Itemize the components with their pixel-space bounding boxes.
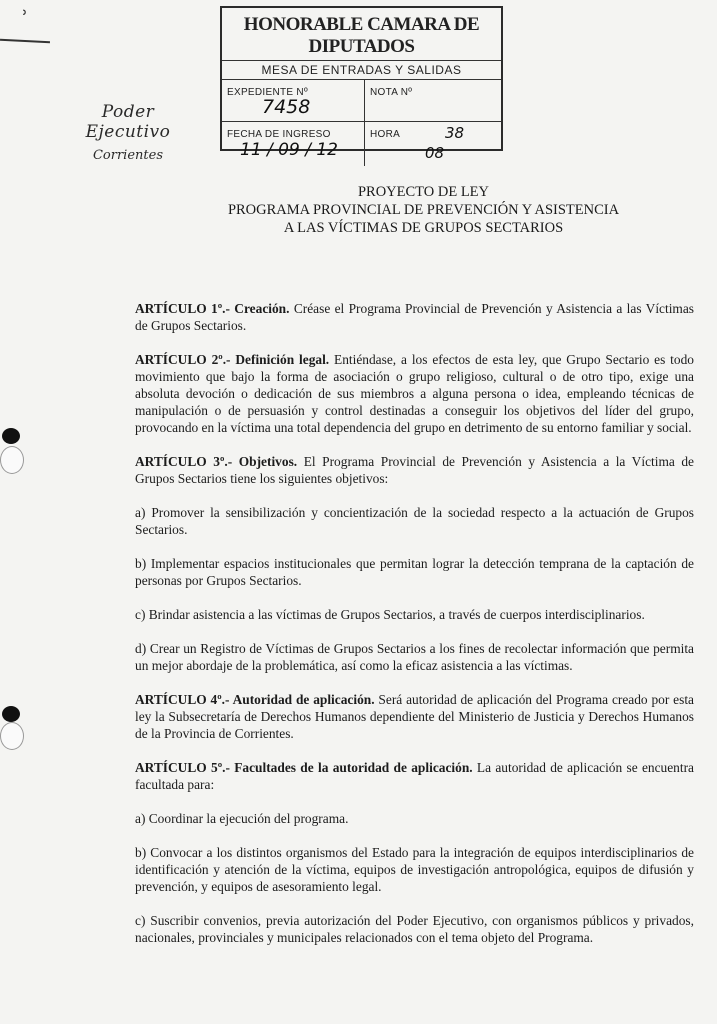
stamp-cell-expediente xyxy=(222,80,365,122)
title-line1: PROYECTO DE LEY xyxy=(357,184,490,200)
fecha-label: FECHA DE INGRESO xyxy=(227,129,331,140)
article-3-text: El Programa Provincial de Prevención y Asistencia a la Víctima de Grupos Sectarios tiene los siguientes objetivos: xyxy=(135,454,695,486)
stamp-grid xyxy=(222,80,501,166)
article-4-text: Será autoridad de aplicación del Programa creado por esta ley la Subsecretaría de Derechos Humanos dependiente del Ministerio de Justicia y Derechos Humanos de la Provincia de Corrientes. xyxy=(135,692,694,741)
hora-minutes: 38 xyxy=(445,124,465,142)
reception-stamp xyxy=(220,6,503,162)
article-1-text: Créase el Programa Provincial de Prevención y Asistencia a las Víctimas de Grupos Sectarios. xyxy=(135,301,694,333)
article-1 xyxy=(135,300,694,334)
article-3-item-d: d) Crear un Registro de Víctimas de Grupos Sectarios a los fines de recolectar información que permita un mejor abordaje de la problemática, así como la eficaz asistencia a las víctimas. xyxy=(135,641,694,673)
binder-hole-ring-top xyxy=(0,446,24,474)
article-4-heading: ARTÍCULO 4º.- Autoridad de aplicación. xyxy=(135,692,375,707)
letterhead-line1: Poder Ejecutivo xyxy=(85,102,171,142)
document-body xyxy=(135,300,694,963)
article-5-item-c: c) Suscribir convenios, previa autorización del Poder Ejecutivo, con organismos públicos y privados, nacionales, provinciales y municipales relacionados con el tema objeto del Programa. xyxy=(135,913,694,945)
article-2-text: Entiéndase, a los efectos de esta ley, que Grupo Sectario es todo movimiento que bajo la forma de asociación o grupo religioso, cultural o de otro tipo, exige una absoluta devoción o dedicación de sus miembros a alguna persona o idea, empleando técnicas de manipulación o de persuasión y control destinadas a conseguir los objetivos del líder del grupo, provocando en la víctima una total dependencia del grupo en detrimento de su entorno familiar y social. xyxy=(135,352,694,435)
nota-label: NOTA Nº xyxy=(370,87,413,98)
expediente-label: EXPEDIENTE Nº xyxy=(227,87,308,98)
article-4 xyxy=(135,691,694,742)
article-3-item-b: b) Implementar espacios institucionales que permitan lograr la detección temprana de la captación de personas por Grupos Sectarios. xyxy=(135,556,694,588)
binder-hole-bottom xyxy=(2,706,20,722)
article-5-item-b: b) Convocar a los distintos organismos del Estado para la integración de equipos interdisciplinarios de identificación y atención de la víctima, equipos de investigación antropológica, equipos de difusión y prevención, y equipos de asesoramiento legal. xyxy=(135,845,694,894)
stamp-cell-fecha xyxy=(222,122,365,166)
fecha-value: 11 / 09 / 12 xyxy=(240,140,338,160)
stamp-cell-nota xyxy=(365,80,501,122)
stamp-cell-hora xyxy=(365,122,501,166)
article-5 xyxy=(135,759,694,793)
article-5-text: La autoridad de aplicación se encuentra facultada para: xyxy=(135,760,694,792)
article-3-item-a: a) Promover la sensibilización y concientización de la sociedad respecto a la actuación de Grupos Sectarios. xyxy=(135,505,694,537)
document-title xyxy=(0,183,717,237)
article-1-heading: ARTÍCULO 1º.- Creación. xyxy=(135,301,290,316)
hora-hours: 08 xyxy=(425,144,445,162)
binder-hole-top xyxy=(2,428,20,444)
title-line2: PROGRAMA PROVINCIAL DE PREVENCIÓN Y ASISTENCIA xyxy=(227,202,620,218)
corner-scribble: ʾ xyxy=(22,6,29,30)
article-3-item-c: c) Brindar asistencia a las víctimas de Grupos Sectarios, a través de cuerpos interdisciplinarios. xyxy=(135,607,645,622)
article-5-item-a: a) Coordinar la ejecución del programa. xyxy=(135,811,349,826)
expediente-value: 7458 xyxy=(262,96,311,118)
corner-mark xyxy=(0,39,50,44)
article-5-heading: ARTÍCULO 5º.- Facultades de la autoridad de aplicación. xyxy=(135,760,473,775)
binder-hole-ring-bottom xyxy=(0,722,24,750)
stamp-subtitle: MESA DE ENTRADAS Y SALIDAS xyxy=(222,60,501,80)
article-3 xyxy=(135,453,694,487)
article-2-heading: ARTÍCULO 2º.- Definición legal. xyxy=(135,352,330,367)
letterhead-line2: Corrientes xyxy=(92,148,163,163)
hora-label: HORA xyxy=(370,129,401,140)
article-3-heading: ARTÍCULO 3º.- Objetivos. xyxy=(135,454,298,469)
letterhead xyxy=(58,102,198,163)
stamp-title: HONORABLE CAMARA DE DIPUTADOS xyxy=(243,14,480,57)
article-2 xyxy=(135,351,694,436)
title-line3: A LAS VÍCTIMAS DE GRUPOS SECTARIOS xyxy=(283,220,564,236)
